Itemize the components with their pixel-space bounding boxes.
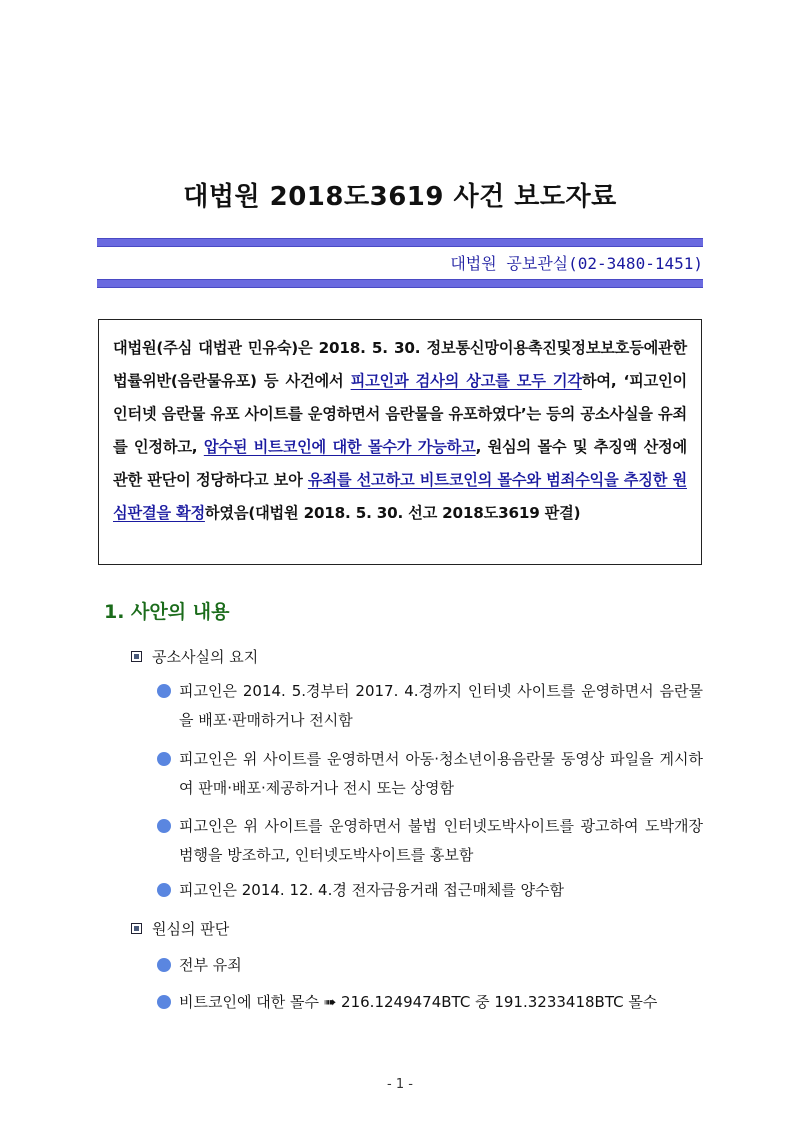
circle-bullet-icon [157, 958, 171, 972]
section-title: 1. 사안의 내용 [104, 601, 230, 623]
list-item [157, 677, 703, 735]
summary-part-1: 대법원(주심 대법관 민유숙)은 2018. 5. 30. 정보통신망이용촉진및정보보호등에관한법률위반(음란물유포) 등 사건에서 [113, 339, 687, 390]
summary-part-2: 하여, ‘피고인이 인터넷 음란물 유포 사이트를 운영하면서 음란물을 유포하였다’는 등의 공소사실을 유죄를 인정하고, [113, 372, 688, 456]
list-item-text: 비트코인에 대한 몰수 ➠ 216.1249474BTC 중 191.3233418BTC 몰수 [179, 993, 658, 1011]
header-rule-bottom [97, 279, 703, 288]
summary-part-4: 하였음(대법원 2018. 5. 30. 선고 2018도3619 판결) [204, 504, 581, 522]
square-bullet-icon [131, 923, 142, 934]
list-item-text: 전부 유죄 [179, 956, 242, 974]
page-number: - 1 - [387, 1077, 413, 1092]
facts-heading-label: 공소사실의 요지 [152, 648, 259, 666]
list-item-text: 피고인은 위 사이트를 운영하면서 불법 인터넷도박사이트를 광고하여 도박개장 범행을 방조하고, 인터넷도박사이트를 홍보함 [179, 817, 703, 864]
summary-highlight-2: 압수된 비트코인에 대한 몰수가 가능하고 [203, 438, 476, 456]
circle-bullet-icon [157, 752, 171, 766]
summary-part-3: , 원심의 몰수 및 추징액 산정에 관한 판단이 정당하다고 보아 [113, 438, 687, 489]
judgment-heading-label: 원심의 판단 [152, 920, 230, 938]
list-item [157, 745, 703, 803]
facts-heading [131, 646, 258, 667]
summary-text [113, 332, 687, 530]
summary-box [98, 319, 702, 565]
square-bullet-icon [131, 651, 142, 662]
list-item-text: 피고인은 2014. 12. 4.경 전자금융거래 접근매체를 양수함 [179, 881, 565, 899]
summary-highlight-1: 피고인과 검사의 상고를 모두 기각 [350, 372, 582, 390]
list-item-text: 피고인은 2014. 5.경부터 2017. 4.경까지 인터넷 사이트를 운영하면서 음란물을 배포·판매하거나 전시함 [179, 682, 703, 729]
circle-bullet-icon [157, 684, 171, 698]
list-item [157, 951, 703, 980]
list-item [157, 812, 703, 870]
circle-bullet-icon [157, 995, 171, 1009]
judgment-heading [131, 918, 229, 939]
list-item-text: 피고인은 위 사이트를 운영하면서 아동·청소년이용음란물 동영상 파일을 게시하여 판매·배포·제공하거나 전시 또는 상영함 [179, 750, 703, 797]
header-rule-top [97, 238, 703, 247]
list-item [157, 876, 703, 905]
circle-bullet-icon [157, 883, 171, 897]
page-title: 대법원 2018도3619 사건 보도자료 [183, 182, 617, 212]
list-item [157, 988, 703, 1017]
summary-highlight-3: 유죄를 선고하고 비트코인의 몰수와 범죄수익을 추징한 원심판결을 확정 [113, 471, 687, 522]
circle-bullet-icon [157, 819, 171, 833]
press-office-contact: 대법원 공보관실(02-3480-1451) [450, 254, 703, 273]
